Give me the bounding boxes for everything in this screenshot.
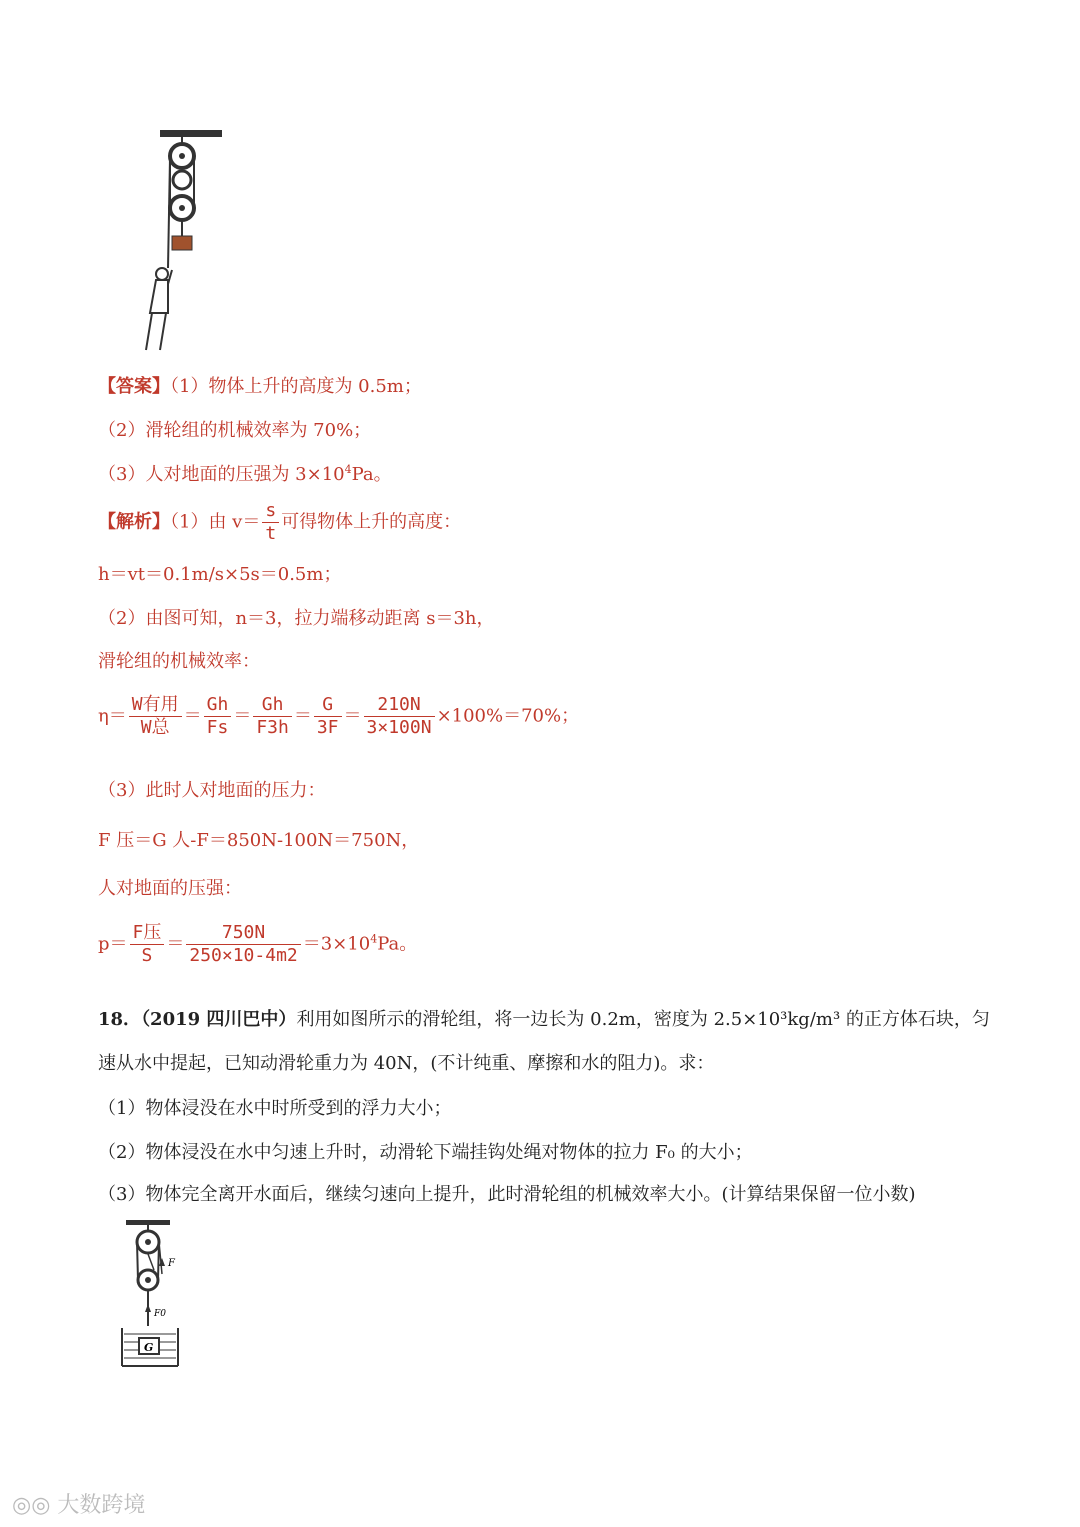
analysis-line-3: （2）由图可知，n＝3，拉力端移动距离 s＝3h， — [98, 608, 495, 629]
question-line-1 — [98, 1005, 990, 1031]
analysis-line-1 — [98, 500, 461, 545]
fraction-s-over-t — [262, 500, 279, 545]
watermark — [12, 1488, 145, 1519]
fraction-f-s — [130, 922, 165, 967]
frac-den: 250×10-4m2 — [189, 945, 298, 966]
analysis-line-4: 滑轮组的机械效率： — [98, 651, 260, 672]
answer-exp: 4 — [344, 463, 352, 476]
frac-num: Gh — [253, 694, 292, 717]
question-line-3: （1）物体浸没在水中时所受到的浮力大小； — [98, 1098, 452, 1119]
fraction-g-3f — [314, 694, 342, 739]
answer-line-2 — [98, 416, 371, 442]
answer-line-3 — [98, 460, 392, 486]
eta-end: ×100%＝70%； — [436, 705, 580, 727]
frac-den: Fs — [206, 717, 229, 738]
frac-den: 3×100N — [366, 717, 432, 738]
pulley-figure-2 — [118, 1218, 188, 1368]
question-source: （2019 四川巴中） — [141, 1009, 297, 1030]
analysis-text-1b: 可得物体上升的高度： — [281, 511, 462, 533]
label-g: G — [144, 1341, 154, 1354]
fraction-750n — [186, 922, 300, 967]
question-text-1: 利用如图所示的滑轮组，将一边长为 0.2m，密度为 2.5×10³kg/m³ 的正方体石块，匀 — [296, 1009, 990, 1030]
frac-num: F压 — [130, 922, 165, 945]
watermark-logo-icon: ◎◎ — [12, 1493, 58, 1518]
answer-text-2: （2）滑轮组的机械效率为 70%； — [98, 420, 372, 441]
watermark-text: 大数跨境 — [57, 1493, 146, 1518]
fraction-210n — [364, 694, 435, 739]
fraction-gh-fs — [204, 694, 232, 739]
analysis-line-8: 人对地面的压强： — [98, 878, 242, 899]
answer-text-3b: Pa。 — [351, 464, 392, 485]
analysis-line-2: h＝vt＝0.1m/s×5s＝0.5m； — [98, 564, 342, 585]
analysis-label: 【解析】 — [98, 511, 170, 533]
p-end: ＝3×10 — [302, 933, 371, 955]
answer-label: 【答案】 — [98, 376, 170, 397]
analysis-text-1a: （1）由 v＝ — [170, 511, 261, 533]
question-line-5: （3）物体完全离开水面后，继续匀速向上提升，此时滑轮组的机械效率大小。(计算结果保留一位小数) — [98, 1184, 916, 1205]
pulley-figure-1 — [128, 128, 238, 358]
eta-label: η＝ — [98, 705, 127, 727]
frac-num: G — [314, 694, 342, 717]
label-f0: F0 — [154, 1309, 166, 1319]
question-line-4: （2）物体浸没在水中匀速上升时，动滑轮下端挂钩处绳对物体的拉力 F₀ 的大小； — [98, 1142, 753, 1163]
p-unit: Pa。 — [377, 933, 418, 955]
frac-num: W有用 — [129, 694, 182, 717]
frac-num: Gh — [204, 694, 232, 717]
answer-line-1 — [98, 372, 422, 398]
frac-den: t — [265, 523, 277, 544]
question-number: 18． — [98, 1009, 142, 1030]
frac-num: s — [262, 500, 279, 523]
frac-den: S — [141, 945, 153, 966]
frac-num: 210N — [364, 694, 435, 717]
frac-num: 750N — [186, 922, 300, 945]
label-f: F — [168, 1258, 175, 1269]
fraction-w — [129, 694, 182, 739]
pressure-formula: p＝ $\frac{\text{F压}}{S}$ ＝ $\frac{750N}{250\times 10-4m2}$ $=3\times 10^4Pa$。 — [98, 922, 418, 966]
p-label: p＝ — [98, 933, 128, 955]
question-line-2: 速从水中提起，已知动滑轮重力为 40N，(不计纯重、摩擦和水的阻力)。求： — [98, 1053, 715, 1074]
p-exp: 4 — [370, 932, 378, 946]
efficiency-formula: η＝ $\frac{\text{W有用}}{\text{W总}}$ ＝ $\frac{Gh}{Fs}$ ＝ $\frac{Gh}{F3h}$ ＝ $\frac{G}{3F}$ ＝ $\frac{210N}{3\times 100N}$ ×100%＝70%； — [98, 694, 580, 738]
fraction-gh-f3h — [253, 694, 292, 739]
analysis-line-7: F 压＝G 人-F＝850N-100N＝750N， — [98, 830, 420, 851]
answer-text-1: （1）物体上升的高度为 0.5m； — [170, 376, 422, 397]
analysis-line-6: （3）此时人对地面的压力： — [98, 780, 326, 801]
answer-text-3a: （3）人对地面的压强为 3×10 — [98, 464, 345, 485]
frac-den: F3h — [256, 717, 289, 738]
frac-den: W总 — [140, 717, 170, 738]
frac-den: 3F — [316, 717, 339, 738]
